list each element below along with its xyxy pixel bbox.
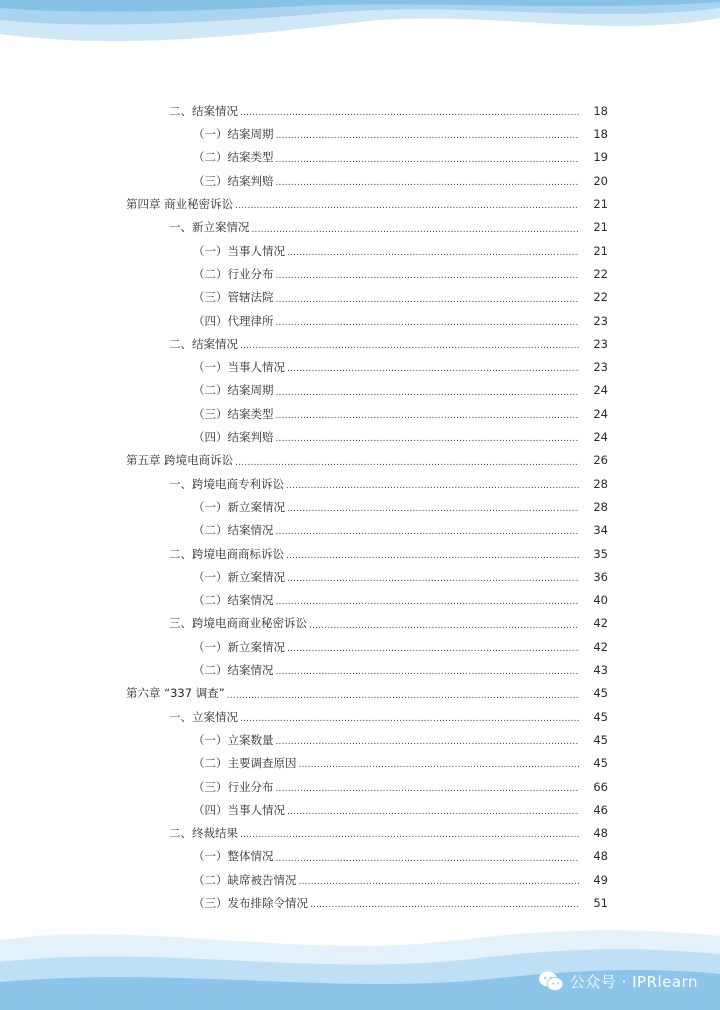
toc-entry[interactable] bbox=[0, 706, 720, 729]
toc-leader-dots bbox=[276, 389, 580, 398]
toc-entry-title: （一）结案周期 bbox=[193, 127, 274, 142]
toc-entry-page-number: 34 bbox=[593, 523, 608, 538]
toc-leader-dots bbox=[276, 132, 580, 141]
toc-entry-page-number: 18 bbox=[593, 103, 608, 118]
toc-entry[interactable] bbox=[0, 869, 720, 892]
toc-entry[interactable] bbox=[0, 263, 720, 286]
toc-leader-dots bbox=[240, 715, 579, 724]
toc-leader-dots bbox=[276, 296, 580, 305]
toc-entry-title: （二）行业分布 bbox=[193, 266, 274, 281]
toc-entry-page-number: 24 bbox=[593, 406, 608, 421]
toc-entry-page-number: 46 bbox=[593, 802, 608, 817]
toc-entry-title: 一、跨境电商专利诉讼 bbox=[169, 476, 284, 491]
toc-leader-dots bbox=[227, 692, 579, 701]
toc-leader-dots bbox=[287, 365, 579, 374]
toc-entry-page-number: 24 bbox=[593, 383, 608, 398]
toc-entry[interactable] bbox=[0, 729, 720, 752]
toc-entry[interactable] bbox=[0, 100, 720, 123]
toc-entry-page-number: 35 bbox=[593, 546, 608, 561]
toc-entry-title: （四）结案判赔 bbox=[193, 430, 274, 445]
toc-entry-page-number: 48 bbox=[593, 826, 608, 841]
toc-entry-page-number: 45 bbox=[593, 756, 608, 771]
toc-entry[interactable] bbox=[0, 310, 720, 333]
toc-entry-title: （一）当事人情况 bbox=[193, 360, 285, 375]
toc-entry[interactable] bbox=[0, 543, 720, 566]
toc-entry[interactable] bbox=[0, 403, 720, 426]
top-wave-decoration bbox=[0, 0, 720, 70]
toc-entry[interactable] bbox=[0, 659, 720, 682]
toc-entry[interactable] bbox=[0, 240, 720, 263]
toc-leader-dots bbox=[235, 459, 579, 468]
toc-entry-page-number: 23 bbox=[593, 360, 608, 375]
toc-leader-dots bbox=[276, 855, 580, 864]
toc-entry[interactable] bbox=[0, 682, 720, 705]
toc-entry-title: （一）当事人情况 bbox=[193, 243, 285, 258]
toc-leader-dots bbox=[276, 435, 580, 444]
watermark bbox=[538, 970, 698, 992]
toc-leader-dots bbox=[276, 668, 580, 677]
wechat-icon bbox=[538, 970, 564, 992]
toc-leader-dots bbox=[235, 202, 579, 211]
toc-entry[interactable] bbox=[0, 519, 720, 542]
toc-entry[interactable] bbox=[0, 216, 720, 239]
toc-entry-title: （一）立案数量 bbox=[193, 732, 274, 747]
toc-entry-title: （一）整体情况 bbox=[193, 849, 274, 864]
toc-leader-dots bbox=[276, 179, 580, 188]
toc-entry[interactable] bbox=[0, 752, 720, 775]
toc-leader-dots bbox=[240, 342, 579, 351]
toc-entry-title: （二）主要调查原因 bbox=[193, 756, 297, 771]
toc-entry[interactable] bbox=[0, 566, 720, 589]
toc-entry[interactable] bbox=[0, 776, 720, 799]
toc-entry-title: （一）新立案情况 bbox=[193, 569, 285, 584]
toc-entry[interactable] bbox=[0, 613, 720, 636]
toc-entry-page-number: 42 bbox=[593, 616, 608, 631]
toc-entry[interactable] bbox=[0, 449, 720, 472]
toc-entry[interactable] bbox=[0, 636, 720, 659]
toc-entry-title: 三、跨境电商商业秘密诉讼 bbox=[169, 616, 307, 631]
toc-entry-page-number: 45 bbox=[593, 686, 608, 701]
toc-entry-page-number: 42 bbox=[593, 639, 608, 654]
toc-entry-page-number: 28 bbox=[593, 476, 608, 491]
toc-entry-page-number: 49 bbox=[593, 872, 608, 887]
toc-leader-dots bbox=[287, 505, 579, 514]
toc-entry-title: （二）结案情况 bbox=[193, 663, 274, 678]
toc-entry[interactable] bbox=[0, 170, 720, 193]
toc-entry-page-number: 23 bbox=[593, 336, 608, 351]
toc-entry-page-number: 21 bbox=[593, 197, 608, 212]
toc-entry-title: （一）新立案情况 bbox=[193, 639, 285, 654]
toc-entry-title: （三）行业分布 bbox=[193, 779, 274, 794]
watermark-text: 公众号 · IPRlearn bbox=[569, 972, 698, 991]
toc-entry-title: （三）结案判赔 bbox=[193, 173, 274, 188]
toc-leader-dots bbox=[276, 156, 580, 165]
toc-entry-title: 一、新立案情况 bbox=[169, 220, 250, 235]
toc-entry-page-number: 36 bbox=[593, 569, 608, 584]
toc-entry-page-number: 19 bbox=[593, 150, 608, 165]
toc-entry-title: （二）结案周期 bbox=[193, 383, 274, 398]
toc-entry-page-number: 66 bbox=[593, 779, 608, 794]
toc-leader-dots bbox=[276, 785, 580, 794]
toc-entry-title: （三）管辖法院 bbox=[193, 290, 274, 305]
toc-entry-page-number: 43 bbox=[593, 663, 608, 678]
toc-entry[interactable] bbox=[0, 286, 720, 309]
toc-entry-title: 第六章 “337 调查” bbox=[126, 686, 225, 701]
toc-entry[interactable] bbox=[0, 846, 720, 869]
toc-entry[interactable] bbox=[0, 356, 720, 379]
toc-entry-title: （三）结案类型 bbox=[193, 406, 274, 421]
toc-entry-page-number: 22 bbox=[593, 290, 608, 305]
toc-entry-page-number: 20 bbox=[593, 173, 608, 188]
toc-leader-dots bbox=[286, 482, 579, 491]
toc-entry-title: （二）结案情况 bbox=[193, 593, 274, 608]
toc-entry-title: 二、终裁结果 bbox=[169, 826, 238, 841]
toc-entry-page-number: 45 bbox=[593, 709, 608, 724]
toc-leader-dots bbox=[287, 249, 579, 258]
toc-leader-dots bbox=[240, 831, 579, 840]
toc-entry-page-number: 45 bbox=[593, 732, 608, 747]
toc-entry-title: 二、结案情况 bbox=[169, 336, 238, 351]
toc-leader-dots bbox=[287, 645, 579, 654]
toc-leader-dots bbox=[276, 319, 580, 328]
toc-entry[interactable] bbox=[0, 473, 720, 496]
toc-entry-title: （二）结案类型 bbox=[193, 150, 274, 165]
toc-leader-dots bbox=[276, 412, 580, 421]
toc-entry-page-number: 18 bbox=[593, 127, 608, 142]
toc-entry[interactable] bbox=[0, 589, 720, 612]
toc-leader-dots bbox=[299, 761, 580, 770]
toc-entry-title: （四）代理律所 bbox=[193, 313, 274, 328]
toc-entry-page-number: 48 bbox=[593, 849, 608, 864]
toc-entry[interactable] bbox=[0, 799, 720, 822]
toc-leader-dots bbox=[276, 598, 580, 607]
toc-leader-dots bbox=[286, 552, 579, 561]
toc-entry-page-number: 51 bbox=[593, 895, 608, 910]
toc-entry-page-number: 28 bbox=[593, 499, 608, 514]
toc-entry-title: 第四章 商业秘密诉讼 bbox=[126, 197, 234, 212]
toc-entry-title: （四）当事人情况 bbox=[193, 802, 285, 817]
toc-entry[interactable] bbox=[0, 147, 720, 170]
toc-entry[interactable] bbox=[0, 123, 720, 146]
toc-entry-title: 二、跨境电商商标诉讼 bbox=[169, 546, 284, 561]
toc-entry-page-number: 24 bbox=[593, 430, 608, 445]
toc-entry-title: （二）缺席被告情况 bbox=[193, 872, 297, 887]
toc-entry-page-number: 22 bbox=[593, 266, 608, 281]
toc-leader-dots bbox=[276, 528, 580, 537]
toc-entry-title: 一、立案情况 bbox=[169, 709, 238, 724]
toc-entry-title: （一）新立案情况 bbox=[193, 499, 285, 514]
toc-leader-dots bbox=[276, 272, 580, 281]
toc-entry-title: （二）结案情况 bbox=[193, 523, 274, 538]
toc-entry[interactable] bbox=[0, 193, 720, 216]
toc-leader-dots bbox=[252, 226, 580, 235]
toc-entry-title: 二、结案情况 bbox=[169, 103, 238, 118]
toc-entry-title: （三）发布排除令情况 bbox=[193, 895, 308, 910]
toc-leader-dots bbox=[287, 808, 579, 817]
toc-entry-title: 第五章 跨境电商诉讼 bbox=[126, 453, 234, 468]
toc-leader-dots bbox=[240, 109, 579, 118]
toc-entry[interactable] bbox=[0, 333, 720, 356]
toc-entry-page-number: 23 bbox=[593, 313, 608, 328]
toc-entry[interactable] bbox=[0, 496, 720, 519]
toc-entry-page-number: 26 bbox=[593, 453, 608, 468]
toc-entry-page-number: 21 bbox=[593, 243, 608, 258]
toc-leader-dots bbox=[276, 738, 580, 747]
toc-entry-page-number: 40 bbox=[593, 593, 608, 608]
toc-leader-dots bbox=[287, 575, 579, 584]
bottom-wave-decoration bbox=[0, 895, 720, 1010]
toc-leader-dots bbox=[309, 622, 579, 631]
toc-entry[interactable] bbox=[0, 822, 720, 845]
toc-leader-dots bbox=[299, 878, 580, 887]
table-of-contents bbox=[0, 100, 720, 915]
toc-entry[interactable] bbox=[0, 380, 720, 403]
toc-entry-page-number: 21 bbox=[593, 220, 608, 235]
toc-entry[interactable] bbox=[0, 426, 720, 449]
